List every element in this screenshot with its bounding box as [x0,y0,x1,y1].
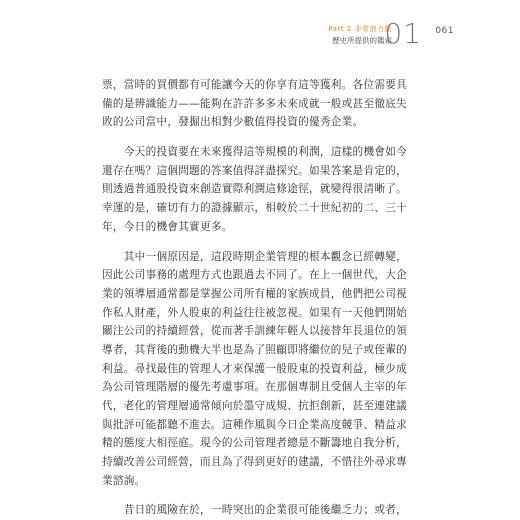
text-line: 精的態度大相徑庭。現今的公司管理者總是不斷籌地自我分析， [102,437,408,450]
text-line: 業諮詢。 [102,474,146,487]
paragraph [102,76,420,132]
text-line: 年，今日的機會其實更多。 [102,220,233,233]
paragraph-gap [102,132,420,143]
text-line: 利益。尋找最佳的管理人才來保護一般股東的投資利益，極少成 [102,362,408,375]
running-header [194,17,454,60]
chapter-title: 歷史所提供的鑑索 [332,36,392,45]
text-line: 今天的投資要在未來獲得這等規模的利潤，這樣的機會如今 [102,146,408,159]
chapter-number: 01 [384,17,422,50]
text-line: 幸運的是，確切有力的證據顯示，相較於二十世紀初的二、三十 [102,202,408,215]
text-line: 關注公司的持續經營，從而著手訓練年輕人以接替年長退位的領 [102,325,408,338]
text-line: 作私人財產，外人股東的利益往往被忽視。如果有一天他們開始 [102,306,408,319]
text-line: 代，老化的管理層通常傾向於墨守成規、抗拒創新，甚至連建議 [102,400,408,412]
text-line: 持續改善公司經營，而且為了得到更好的建議，不惜往外尋求專 [102,456,408,469]
text-line: 票，當時的買價都有可能讓今天的你享有這等獲利。各位需要具 [102,79,408,91]
text-line: 因此公司事務的處理方式也跟過去不同了。在上一個世代，大企 [102,269,408,282]
paragraph-gap [102,237,420,248]
body-text [102,76,420,520]
paragraph-gap [102,490,420,501]
paragraph [102,501,420,520]
text-line: 與批評可能都聽不進去。這種作風與今日企業高度競爭、精益求 [102,418,408,431]
text-line: 業的領導層通常都是掌握公司所有權的家族成員，他們把公司視 [102,287,408,300]
paragraph [102,248,420,491]
text-line: 備的是辨識能力——能夠在許許多多未來成就一般或甚至徹底失 [102,97,408,110]
text-line: 導者，其背後的動機大半也是為了照顧即將繼位的兒子或侄輩的 [102,343,408,356]
text-line: 昔日的風險在於，一時突出的企業很可能後繼乏力；或者， [102,504,408,517]
part-label: Part 1 非常潛力股 [328,25,392,33]
text-line: 則透過普通股投資來創造實際利潤這條途徑，就變得很清晰了。 [102,183,408,196]
text-line: 敗的公司當中，發掘出相對少數值得投資的優秀企業。 [102,116,364,129]
page-number: 061 [435,26,454,36]
text-line: 為公司管理階層的優先考慮事項。在那個專制且受個人主宰的年 [102,381,408,394]
text-line: 其中一個原因是，這段時期企業管理的根本觀念已經轉變， [102,250,408,263]
header-text-block [328,24,392,46]
text-line: 還存在嗎？這個問題的答案值得詳盡探究。如果答案是肯定的， [102,164,408,177]
paragraph [102,143,420,236]
